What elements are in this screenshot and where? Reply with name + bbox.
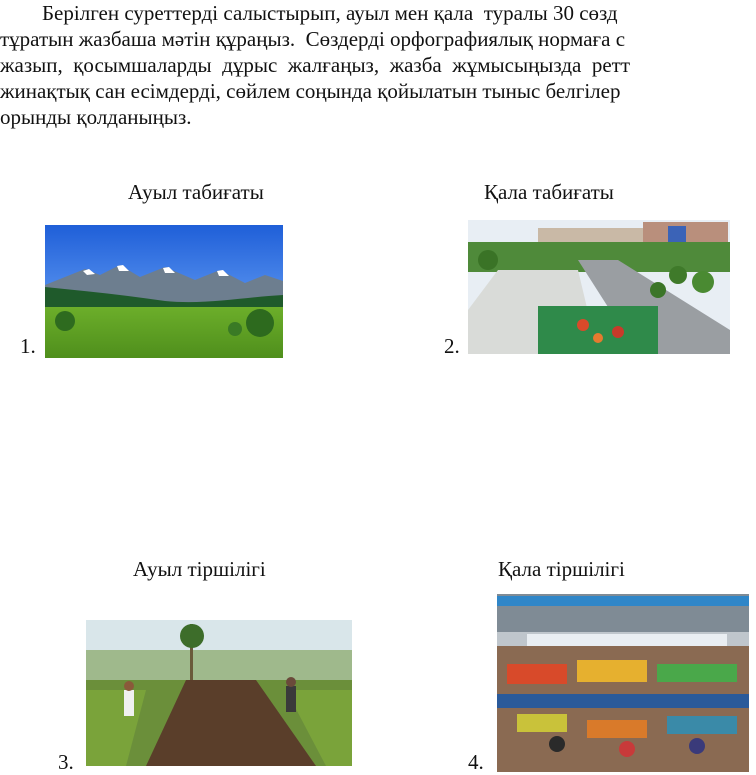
city-nature-photo — [468, 220, 730, 354]
instruction-line: орынды қолданыңыз. — [0, 105, 192, 129]
panel-2-number: 2. — [444, 334, 460, 358]
village-life-photo — [86, 620, 352, 766]
instruction-line: Берілген суреттерді салыстырып, ауыл мен қала туралы 30 сөзд — [0, 1, 618, 25]
instruction-line: жазып, қосымшаларды дұрыс жалғаңыз, жазба жұмысыңызда ретт — [0, 53, 631, 77]
city-life-photo — [497, 594, 749, 772]
instruction-paragraph — [0, 0, 756, 130]
panel-1-number: 1. — [20, 334, 36, 358]
instruction-line: жинақтық сан есімдерді, сөйлем соңында қойылатын тыныс белгілер — [0, 79, 621, 103]
panel-4-caption: Қала тіршілігі — [498, 557, 625, 581]
village-nature-photo — [45, 225, 283, 358]
panel-3-caption: Ауыл тіршілігі — [133, 557, 266, 581]
panel-4-number: 4. — [468, 750, 484, 774]
panel-1-caption: Ауыл табиғаты — [128, 180, 264, 204]
panel-3-number: 3. — [58, 750, 74, 774]
panel-2-caption: Қала табиғаты — [484, 180, 614, 204]
instruction-line: тұратын жазбаша мәтін құраңыз. Сөздерді орфографиялық нормаға с — [0, 27, 626, 51]
